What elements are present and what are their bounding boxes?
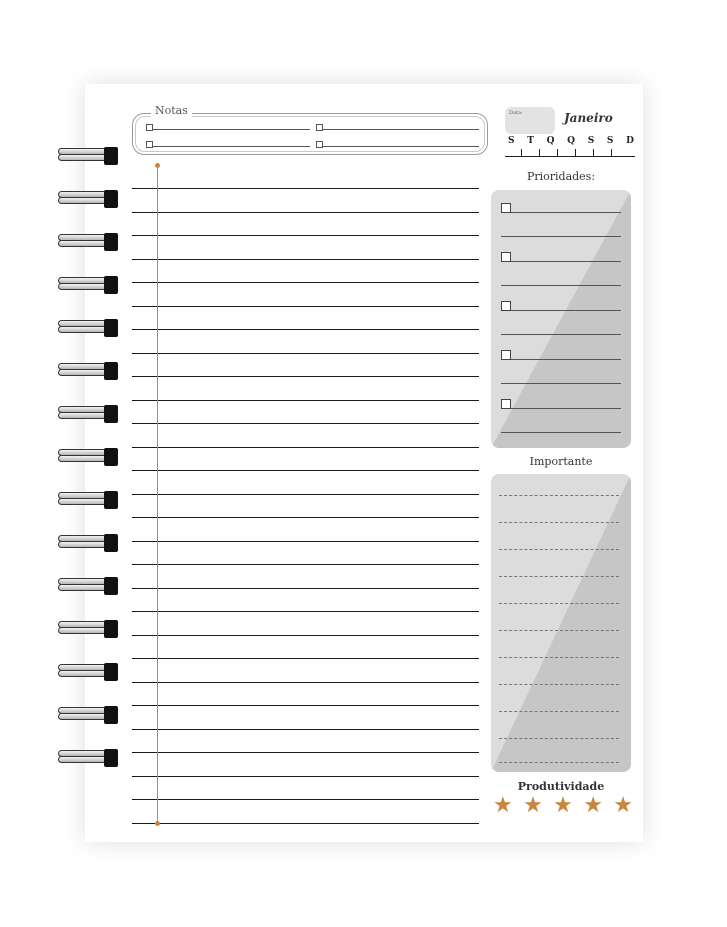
important-line (499, 762, 619, 763)
important-line (499, 549, 619, 550)
important-line (499, 738, 619, 739)
spiral-ring (58, 705, 120, 725)
weekday-letter[interactable]: S (508, 136, 515, 146)
productivity-title: Produtividade (517, 780, 605, 793)
priority-line (511, 212, 621, 213)
weekday-divider (611, 149, 612, 156)
spiral-ring (58, 232, 120, 252)
ruled-line (132, 353, 479, 354)
star-icon[interactable]: ★ (493, 793, 513, 818)
weekday-letter[interactable]: S (587, 136, 595, 146)
ruled-line (132, 259, 479, 260)
important-line (499, 711, 619, 712)
ruled-line (132, 400, 479, 401)
ruled-line (132, 447, 479, 448)
priority-checkbox[interactable] (501, 399, 511, 409)
ruled-line (132, 752, 479, 753)
important-line (499, 576, 619, 577)
ruled-line (132, 306, 479, 307)
weekday-row (508, 136, 634, 146)
star-icon[interactable]: ★ (613, 793, 633, 818)
panel-shade (491, 190, 631, 448)
ruled-line (132, 823, 479, 824)
ruled-line (132, 235, 479, 236)
spiral-ring (58, 361, 120, 381)
spiral-ring (58, 662, 120, 682)
star-icon[interactable]: ★ (553, 793, 573, 818)
priority-line (511, 261, 621, 262)
important-title: Importante (529, 455, 593, 468)
ruled-line (132, 188, 479, 189)
priority-line (511, 408, 621, 409)
margin-dot-bottom (155, 821, 160, 826)
ruled-line (132, 658, 479, 659)
important-panel (491, 474, 631, 772)
spiral-ring (58, 404, 120, 424)
ruled-line (132, 494, 479, 495)
important-line (499, 630, 619, 631)
notes-line (153, 146, 310, 147)
priority-line (501, 432, 621, 433)
spiral-ring (58, 490, 120, 510)
weekday-letter[interactable]: S (606, 136, 614, 146)
notes-checkbox[interactable] (316, 141, 323, 148)
priority-line (501, 334, 621, 335)
weekday-divider (521, 149, 522, 156)
date-label: Data: (509, 110, 523, 116)
important-line (499, 522, 619, 523)
ruled-line (132, 705, 479, 706)
important-line (499, 495, 619, 496)
spiral-ring (58, 447, 120, 467)
important-line (499, 684, 619, 685)
important-line (499, 657, 619, 658)
priority-line (501, 285, 621, 286)
ruled-line (132, 376, 479, 377)
ruled-line (132, 776, 479, 777)
ruled-line (132, 212, 479, 213)
notes-line (323, 146, 479, 147)
weekday-divider (575, 149, 576, 156)
ruled-line (132, 329, 479, 330)
ruled-line (132, 611, 479, 612)
priority-checkbox[interactable] (501, 301, 511, 311)
margin-line (157, 166, 158, 823)
ruled-line (132, 470, 479, 471)
priority-checkbox[interactable] (501, 350, 511, 360)
notes-title: Notas (151, 104, 192, 117)
spiral-ring (58, 146, 120, 166)
weekday-letter[interactable]: Q (567, 136, 575, 146)
notes-checkbox[interactable] (316, 124, 323, 131)
margin-dot-top (155, 163, 160, 168)
notes-line (153, 129, 310, 130)
weekday-letter[interactable]: Q (546, 136, 555, 146)
ruled-line (132, 588, 479, 589)
weekday-letter[interactable]: D (626, 136, 634, 146)
productivity-rating[interactable] (493, 795, 633, 817)
weekday-divider (593, 149, 594, 156)
weekday-baseline (505, 156, 635, 157)
panel-shade (491, 474, 631, 772)
ruled-line (132, 799, 479, 800)
priorities-title: Prioridades: (526, 170, 596, 183)
ruled-line (132, 564, 479, 565)
star-icon[interactable]: ★ (523, 793, 543, 818)
ruled-line (132, 282, 479, 283)
notes-checkbox[interactable] (146, 141, 153, 148)
spiral-ring (58, 275, 120, 295)
month-title: Janeiro (564, 111, 613, 125)
weekday-letter[interactable]: T (527, 136, 534, 146)
ruled-line (132, 682, 479, 683)
priorities-panel (491, 190, 631, 448)
notes-line (323, 129, 479, 130)
priority-line (511, 359, 621, 360)
notes-checkbox[interactable] (146, 124, 153, 131)
ruled-line (132, 517, 479, 518)
priority-checkbox[interactable] (501, 252, 511, 262)
priority-checkbox[interactable] (501, 203, 511, 213)
ruled-line (132, 423, 479, 424)
weekday-divider (557, 149, 558, 156)
priority-line (511, 310, 621, 311)
spiral-ring (58, 619, 120, 639)
spiral-ring (58, 189, 120, 209)
notes-title-rule (199, 113, 477, 114)
priority-line (501, 236, 621, 237)
spiral-ring (58, 533, 120, 553)
weekday-divider (539, 149, 540, 156)
ruled-line (132, 541, 479, 542)
important-line (499, 603, 619, 604)
spiral-ring (58, 318, 120, 338)
spiral-ring (58, 576, 120, 596)
ruled-line (132, 729, 479, 730)
ruled-line (132, 635, 479, 636)
spiral-ring (58, 748, 120, 768)
star-icon[interactable]: ★ (583, 793, 603, 818)
priority-line (501, 383, 621, 384)
